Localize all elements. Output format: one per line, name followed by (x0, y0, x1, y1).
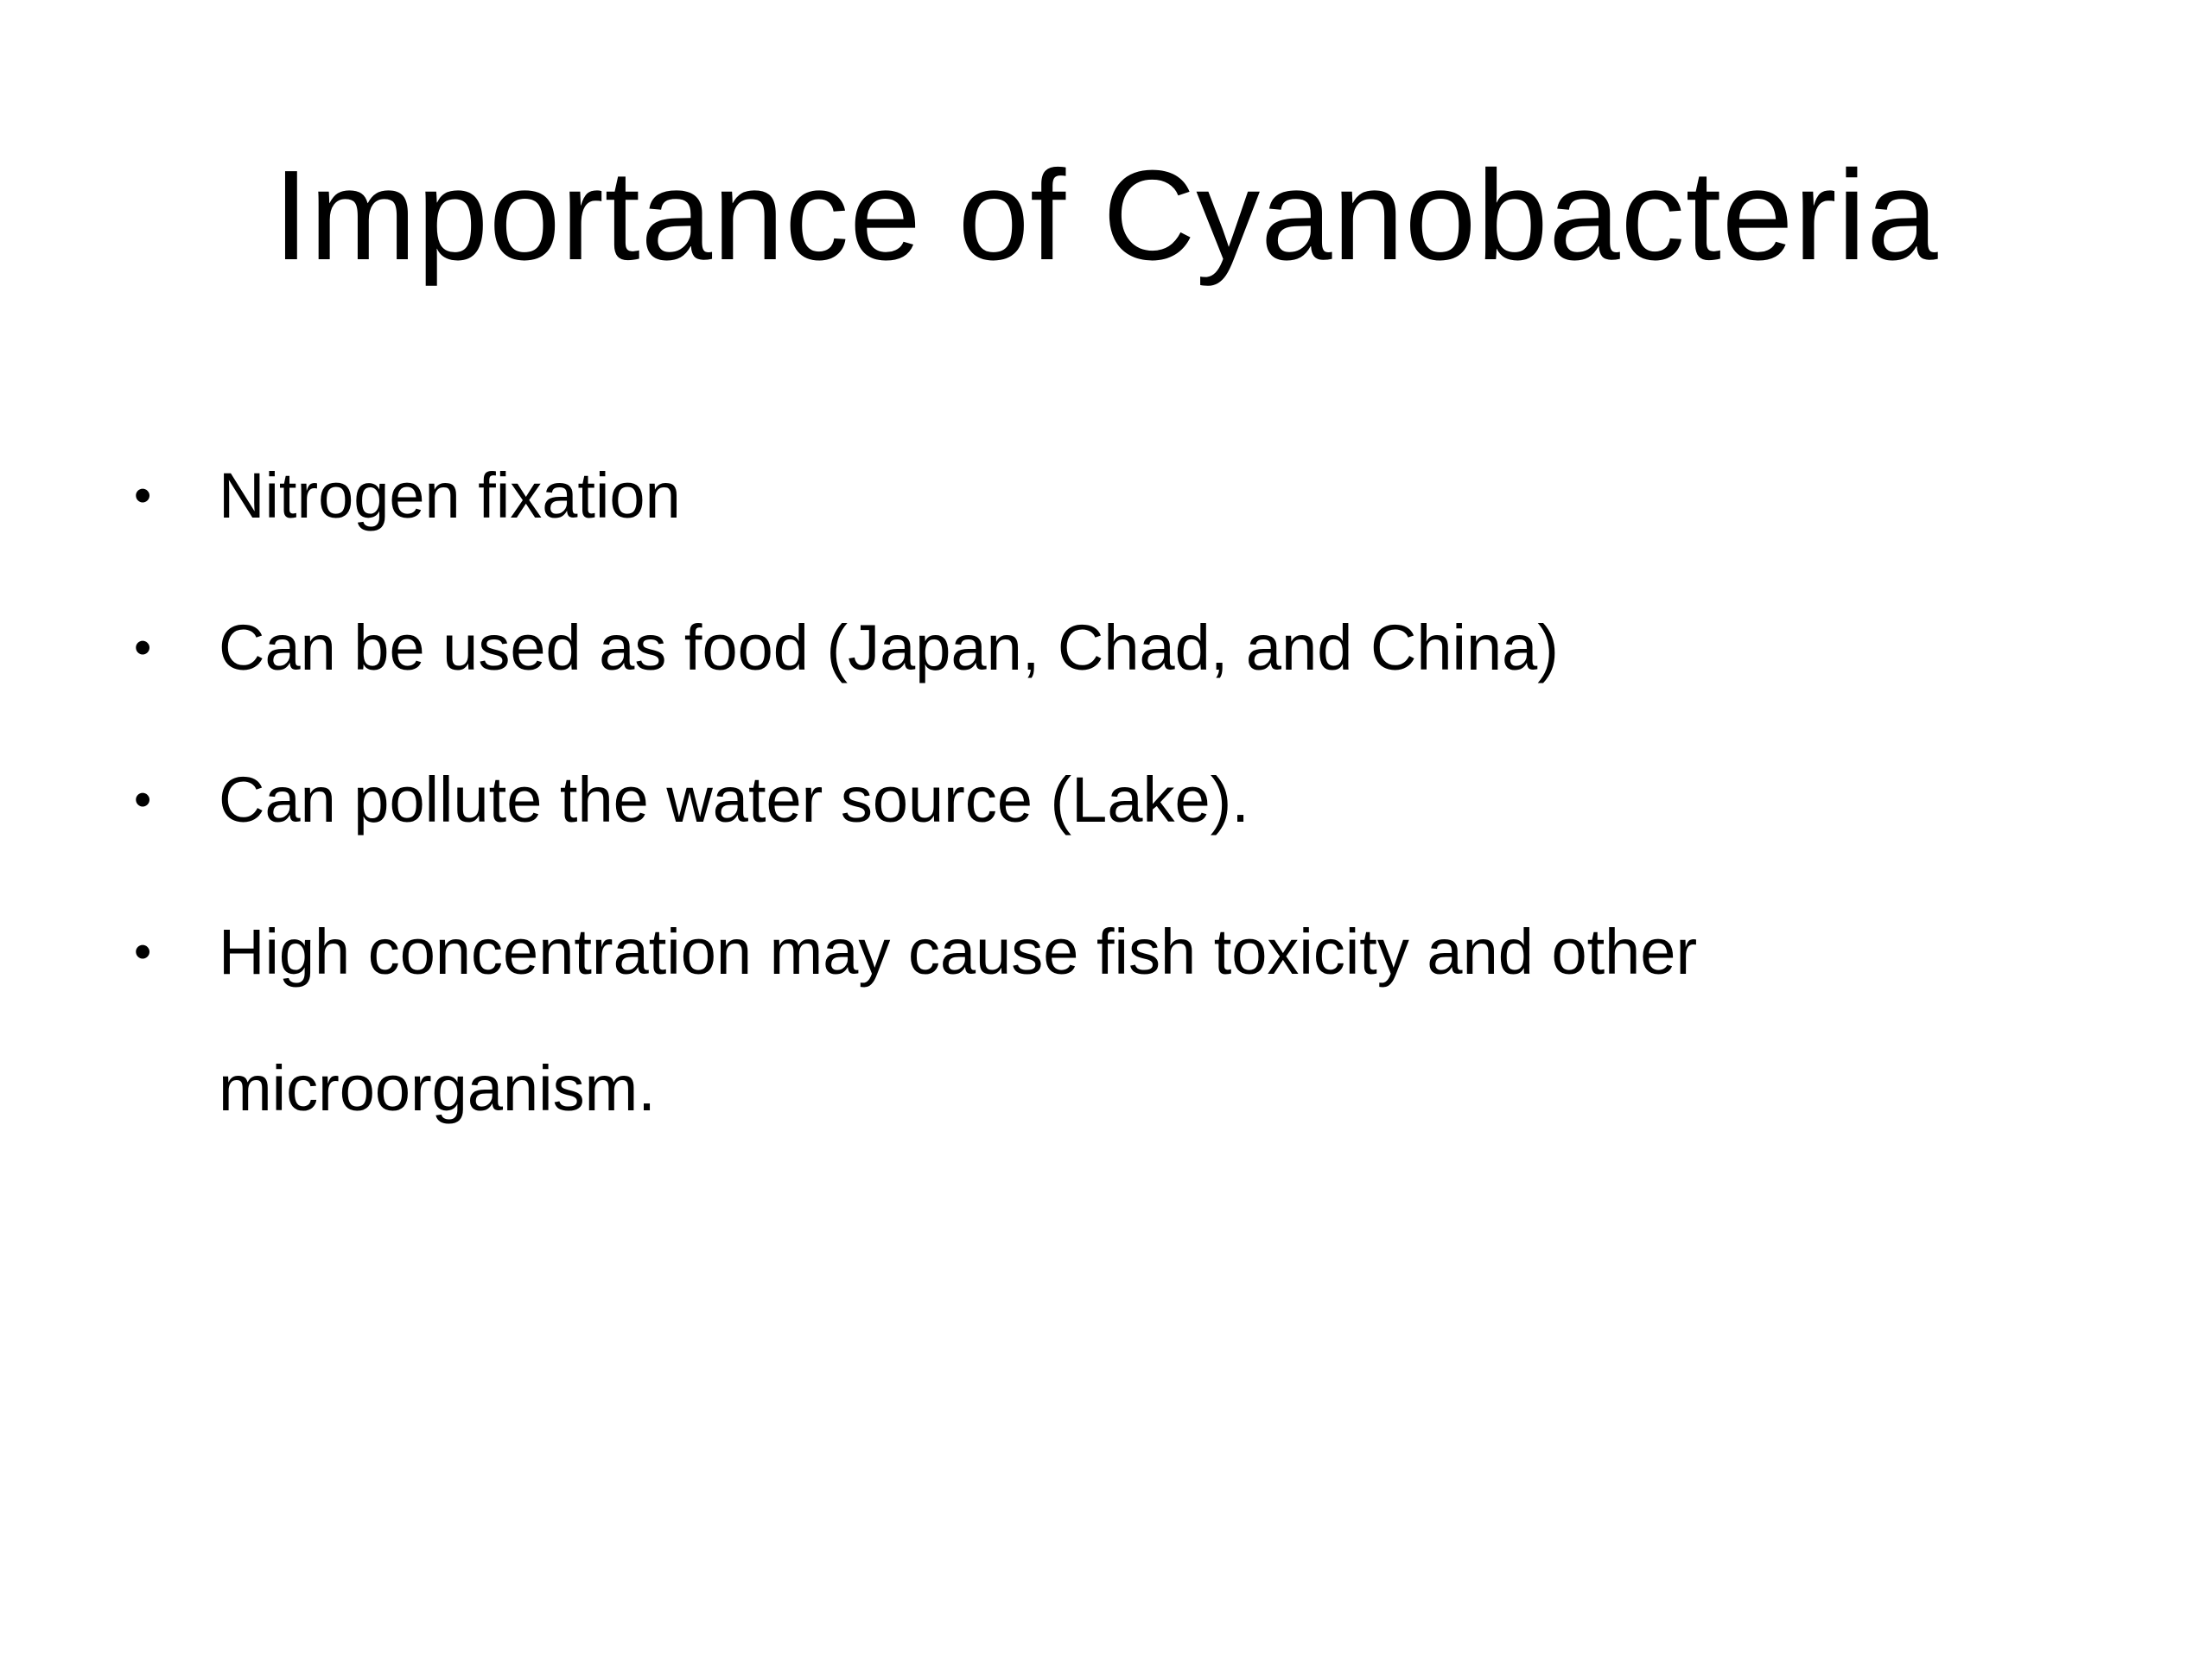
bullet-icon: • (134, 467, 152, 524)
bullet-icon: • (134, 924, 152, 980)
bullet-list (134, 428, 2078, 1173)
slide-title: Importance of Cyanobacteria (273, 144, 1939, 287)
bullet-icon: • (134, 620, 152, 676)
bullet-text: High concentration may cause fish toxicity and other microorganism. (219, 916, 1698, 1124)
list-item (134, 884, 2078, 1157)
bullet-text: Can be used as food (Japan, Chad, and China) (219, 612, 1559, 683)
bullet-text: Can pollute the water source (Lake). (219, 764, 1249, 836)
list-item (134, 580, 2078, 716)
list-item (134, 428, 2078, 564)
list-item (134, 732, 2078, 868)
bullet-icon: • (134, 772, 152, 828)
bullet-text: Nitrogen fixation (219, 460, 681, 531)
